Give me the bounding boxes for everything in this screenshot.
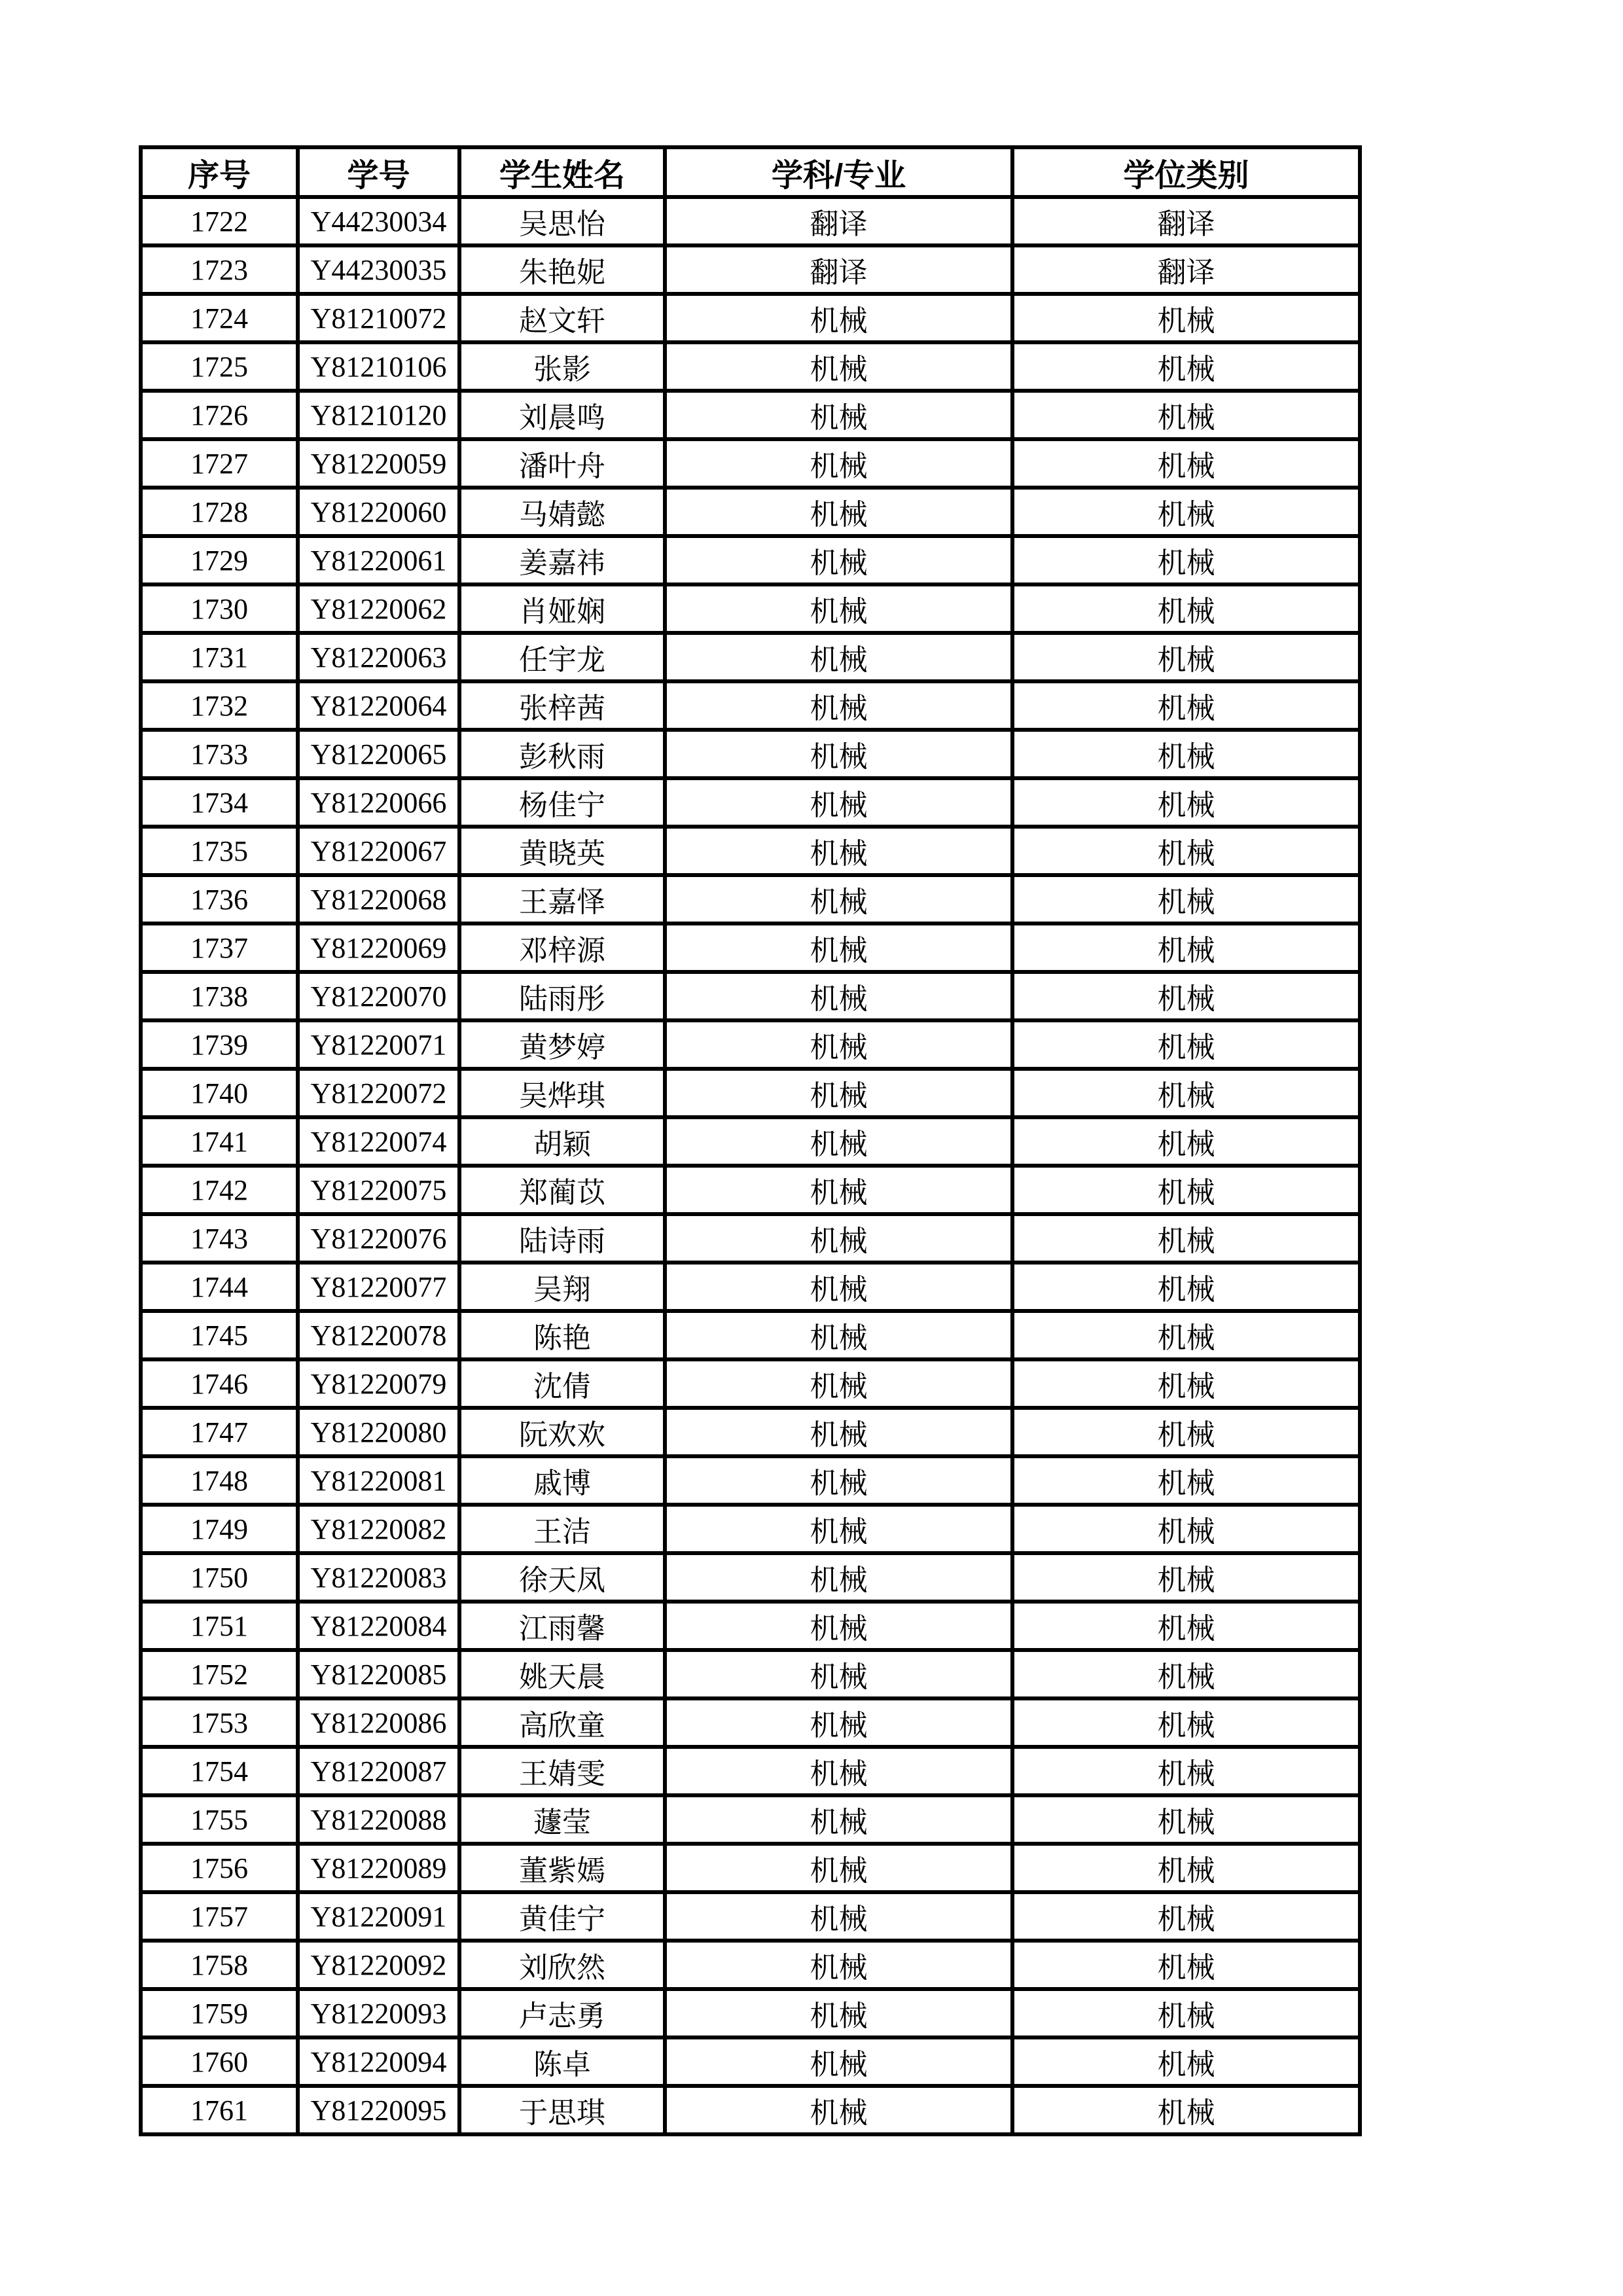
degree-cell: 机械 [1012,1650,1360,1698]
name-cell: 江雨馨 [459,1602,665,1650]
degree-cell: 机械 [1012,536,1360,584]
degree-cell: 机械 [1012,1456,1360,1505]
table-row [141,439,1360,488]
major-cell: 机械 [665,730,1012,778]
serial-cell: 1732 [141,681,298,730]
student-id-cell: Y81220064 [298,681,459,730]
table-row [141,1505,1360,1553]
degree-cell: 机械 [1012,294,1360,342]
major-cell: 机械 [665,1505,1012,1553]
name-cell: 姜嘉祎 [459,536,665,584]
major-cell: 机械 [665,1698,1012,1747]
student-id-cell: Y44230035 [298,245,459,294]
major-cell: 机械 [665,1214,1012,1263]
degree-cell: 机械 [1012,1844,1360,1892]
degree-cell: 机械 [1012,1941,1360,1989]
degree-cell: 机械 [1012,827,1360,875]
student-id-cell: Y81220061 [298,536,459,584]
serial-cell: 1738 [141,972,298,1020]
major-cell: 机械 [665,1650,1012,1698]
serial-cell: 1722 [141,197,298,245]
degree-cell: 机械 [1012,342,1360,391]
name-cell: 吴思怡 [459,197,665,245]
major-cell: 机械 [665,1408,1012,1456]
major-cell: 机械 [665,439,1012,488]
name-cell: 刘欣然 [459,1941,665,1989]
name-cell: 蘧莹 [459,1795,665,1844]
table-row [141,1650,1360,1698]
degree-cell: 机械 [1012,1359,1360,1408]
name-cell: 陆诗雨 [459,1214,665,1263]
name-cell: 张梓茜 [459,681,665,730]
student-roster-table [139,145,1362,2136]
major-cell: 机械 [665,1989,1012,2037]
student-id-cell: Y81220066 [298,778,459,827]
name-cell: 陈卓 [459,2037,665,2086]
degree-cell: 机械 [1012,633,1360,681]
table-row [141,2037,1360,2086]
column-header-student-id: 学号 [298,147,459,197]
major-cell: 机械 [665,633,1012,681]
degree-cell: 机械 [1012,1311,1360,1359]
serial-cell: 1757 [141,1892,298,1941]
serial-cell: 1752 [141,1650,298,1698]
serial-cell: 1743 [141,1214,298,1263]
student-id-cell: Y81220081 [298,1456,459,1505]
serial-cell: 1761 [141,2086,298,2134]
student-id-cell: Y81220071 [298,1020,459,1069]
table-row [141,1553,1360,1602]
name-cell: 陈艳 [459,1311,665,1359]
student-id-cell: Y81220076 [298,1214,459,1263]
name-cell: 潘叶舟 [459,439,665,488]
table-row [141,972,1360,1020]
degree-cell: 机械 [1012,875,1360,924]
student-id-cell: Y81210120 [298,391,459,439]
student-id-cell: Y81220085 [298,1650,459,1698]
table-row [141,1020,1360,1069]
table-row [141,1166,1360,1214]
serial-cell: 1754 [141,1747,298,1795]
table-row [141,2086,1360,2134]
serial-cell: 1737 [141,924,298,972]
student-id-cell: Y81220063 [298,633,459,681]
degree-cell: 机械 [1012,1795,1360,1844]
major-cell: 机械 [665,778,1012,827]
major-cell: 机械 [665,1117,1012,1166]
serial-cell: 1748 [141,1456,298,1505]
table-row [141,1456,1360,1505]
student-id-cell: Y81220079 [298,1359,459,1408]
major-cell: 机械 [665,1844,1012,1892]
degree-cell: 机械 [1012,1263,1360,1311]
serial-cell: 1749 [141,1505,298,1553]
student-id-cell: Y81220095 [298,2086,459,2134]
student-id-cell: Y81220067 [298,827,459,875]
serial-cell: 1747 [141,1408,298,1456]
degree-cell: 机械 [1012,1698,1360,1747]
table-row [141,1117,1360,1166]
table-row [141,1602,1360,1650]
name-cell: 肖娅娴 [459,584,665,633]
table-row [141,536,1360,584]
major-cell: 机械 [665,1747,1012,1795]
major-cell: 机械 [665,294,1012,342]
name-cell: 阮欢欢 [459,1408,665,1456]
name-cell: 卢志勇 [459,1989,665,2037]
table-row [141,1069,1360,1117]
table-row [141,1747,1360,1795]
student-id-cell: Y81220080 [298,1408,459,1456]
major-cell: 机械 [665,2037,1012,2086]
table-row [141,1359,1360,1408]
major-cell: 机械 [665,1892,1012,1941]
major-cell: 机械 [665,488,1012,536]
name-cell: 任宇龙 [459,633,665,681]
serial-cell: 1725 [141,342,298,391]
student-id-cell: Y81210072 [298,294,459,342]
degree-cell: 机械 [1012,1214,1360,1263]
major-cell: 机械 [665,875,1012,924]
table-row [141,1698,1360,1747]
serial-cell: 1733 [141,730,298,778]
name-cell: 彭秋雨 [459,730,665,778]
major-cell: 机械 [665,342,1012,391]
degree-cell: 翻译 [1012,197,1360,245]
major-cell: 机械 [665,1359,1012,1408]
serial-cell: 1727 [141,439,298,488]
table-row [141,730,1360,778]
name-cell: 董紫嫣 [459,1844,665,1892]
student-id-cell: Y81220059 [298,439,459,488]
major-cell: 机械 [665,2086,1012,2134]
degree-cell: 机械 [1012,1747,1360,1795]
degree-cell: 机械 [1012,730,1360,778]
student-id-cell: Y81220083 [298,1553,459,1602]
table-row [141,633,1360,681]
student-id-cell: Y81220092 [298,1941,459,1989]
student-id-cell: Y81220088 [298,1795,459,1844]
student-id-cell: Y81220082 [298,1505,459,1553]
major-cell: 机械 [665,1602,1012,1650]
serial-cell: 1758 [141,1941,298,1989]
student-id-cell: Y81220093 [298,1989,459,2037]
degree-cell: 机械 [1012,1069,1360,1117]
student-id-cell: Y81220062 [298,584,459,633]
student-id-cell: Y81220087 [298,1747,459,1795]
table-row [141,1311,1360,1359]
degree-cell: 机械 [1012,1892,1360,1941]
major-cell: 机械 [665,536,1012,584]
student-id-cell: Y81220094 [298,2037,459,2086]
student-id-cell: Y81220091 [298,1892,459,1941]
serial-cell: 1739 [141,1020,298,1069]
table-row [141,488,1360,536]
serial-cell: 1735 [141,827,298,875]
degree-cell: 机械 [1012,439,1360,488]
serial-cell: 1753 [141,1698,298,1747]
name-cell: 高欣童 [459,1698,665,1747]
name-cell: 于思琪 [459,2086,665,2134]
degree-cell: 机械 [1012,1505,1360,1553]
name-cell: 马婧懿 [459,488,665,536]
name-cell: 姚天晨 [459,1650,665,1698]
name-cell: 王洁 [459,1505,665,1553]
serial-cell: 1730 [141,584,298,633]
major-cell: 翻译 [665,197,1012,245]
table-row [141,1408,1360,1456]
degree-cell: 机械 [1012,1117,1360,1166]
serial-cell: 1746 [141,1359,298,1408]
serial-cell: 1724 [141,294,298,342]
student-id-cell: Y81220060 [298,488,459,536]
degree-cell: 机械 [1012,1989,1360,2037]
major-cell: 翻译 [665,245,1012,294]
major-cell: 机械 [665,1311,1012,1359]
serial-cell: 1728 [141,488,298,536]
column-header-name: 学生姓名 [459,147,665,197]
table-row [141,1989,1360,2037]
degree-cell: 机械 [1012,1553,1360,1602]
table-row [141,1214,1360,1263]
name-cell: 赵文轩 [459,294,665,342]
table-row [141,391,1360,439]
name-cell: 朱艳妮 [459,245,665,294]
degree-cell: 机械 [1012,1408,1360,1456]
major-cell: 机械 [665,972,1012,1020]
name-cell: 刘晨鸣 [459,391,665,439]
serial-cell: 1740 [141,1069,298,1117]
serial-cell: 1742 [141,1166,298,1214]
table-row [141,342,1360,391]
degree-cell: 机械 [1012,972,1360,1020]
table-row [141,197,1360,245]
degree-cell: 机械 [1012,924,1360,972]
student-id-cell: Y81220078 [298,1311,459,1359]
major-cell: 机械 [665,1795,1012,1844]
major-cell: 机械 [665,1456,1012,1505]
table-row [141,1892,1360,1941]
degree-cell: 机械 [1012,1166,1360,1214]
degree-cell: 机械 [1012,1602,1360,1650]
major-cell: 机械 [665,1020,1012,1069]
student-id-cell: Y81220077 [298,1263,459,1311]
serial-cell: 1731 [141,633,298,681]
major-cell: 机械 [665,391,1012,439]
name-cell: 杨佳宁 [459,778,665,827]
serial-cell: 1756 [141,1844,298,1892]
table-row [141,924,1360,972]
table-row [141,584,1360,633]
serial-cell: 1755 [141,1795,298,1844]
name-cell: 王婧雯 [459,1747,665,1795]
degree-cell: 机械 [1012,1020,1360,1069]
major-cell: 机械 [665,827,1012,875]
serial-cell: 1734 [141,778,298,827]
table-row [141,827,1360,875]
table-row [141,681,1360,730]
serial-cell: 1759 [141,1989,298,2037]
name-cell: 沈倩 [459,1359,665,1408]
student-id-cell: Y81220068 [298,875,459,924]
serial-cell: 1760 [141,2037,298,2086]
degree-cell: 机械 [1012,488,1360,536]
student-id-cell: Y81220075 [298,1166,459,1214]
column-header-degree: 学位类别 [1012,147,1360,197]
name-cell: 黄佳宁 [459,1892,665,1941]
major-cell: 机械 [665,1263,1012,1311]
major-cell: 机械 [665,1553,1012,1602]
student-id-cell: Y81220069 [298,924,459,972]
degree-cell: 机械 [1012,2037,1360,2086]
table-row [141,875,1360,924]
student-id-cell: Y81220074 [298,1117,459,1166]
degree-cell: 机械 [1012,2086,1360,2134]
major-cell: 机械 [665,1941,1012,1989]
degree-cell: 翻译 [1012,245,1360,294]
table-row [141,294,1360,342]
table-row [141,1263,1360,1311]
serial-cell: 1750 [141,1553,298,1602]
major-cell: 机械 [665,1069,1012,1117]
name-cell: 郑蔺苡 [459,1166,665,1214]
table-row [141,1941,1360,1989]
name-cell: 陆雨彤 [459,972,665,1020]
serial-cell: 1723 [141,245,298,294]
column-header-major: 学科/专业 [665,147,1012,197]
name-cell: 黄晓英 [459,827,665,875]
name-cell: 徐天凤 [459,1553,665,1602]
table-row [141,778,1360,827]
student-id-cell: Y81220065 [298,730,459,778]
student-id-cell: Y81220086 [298,1698,459,1747]
name-cell: 吴翔 [459,1263,665,1311]
student-id-cell: Y81220070 [298,972,459,1020]
degree-cell: 机械 [1012,681,1360,730]
name-cell: 吴烨琪 [459,1069,665,1117]
serial-cell: 1736 [141,875,298,924]
serial-cell: 1741 [141,1117,298,1166]
table-row [141,245,1360,294]
serial-cell: 1751 [141,1602,298,1650]
serial-cell: 1729 [141,536,298,584]
major-cell: 机械 [665,924,1012,972]
table-row [141,1844,1360,1892]
degree-cell: 机械 [1012,778,1360,827]
header-row [141,147,1360,197]
serial-cell: 1745 [141,1311,298,1359]
student-id-cell: Y44230034 [298,197,459,245]
name-cell: 张影 [459,342,665,391]
name-cell: 胡颖 [459,1117,665,1166]
student-id-cell: Y81220084 [298,1602,459,1650]
major-cell: 机械 [665,681,1012,730]
major-cell: 机械 [665,584,1012,633]
degree-cell: 机械 [1012,584,1360,633]
column-header-serial: 序号 [141,147,298,197]
name-cell: 邓梓源 [459,924,665,972]
degree-cell: 机械 [1012,391,1360,439]
name-cell: 王嘉怿 [459,875,665,924]
table-row [141,1795,1360,1844]
student-id-cell: Y81220072 [298,1069,459,1117]
serial-cell: 1744 [141,1263,298,1311]
major-cell: 机械 [665,1166,1012,1214]
serial-cell: 1726 [141,391,298,439]
name-cell: 黄梦婷 [459,1020,665,1069]
student-id-cell: Y81220089 [298,1844,459,1892]
table-body [141,197,1360,2134]
name-cell: 戚博 [459,1456,665,1505]
student-id-cell: Y81210106 [298,342,459,391]
